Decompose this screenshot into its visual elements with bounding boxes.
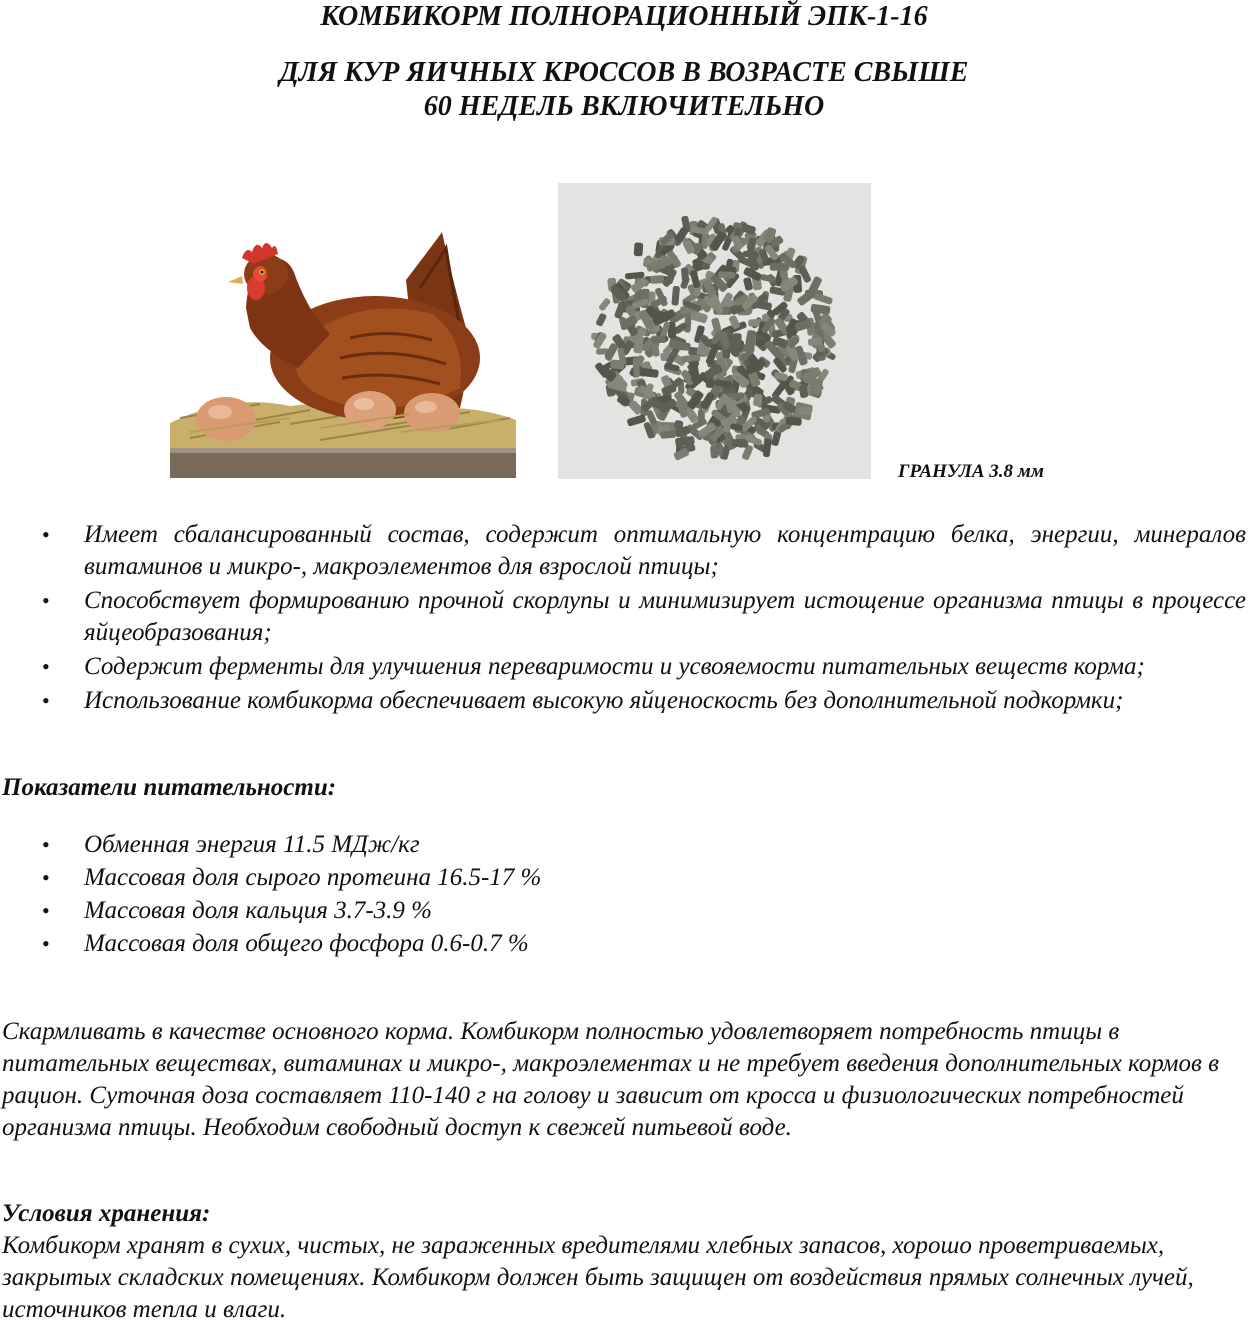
pellet-granule bbox=[650, 275, 664, 284]
list-item: • Массовая доля сырого протеина 16.5-17 % bbox=[0, 861, 1000, 894]
feeding-paragraph: Скармливать в качестве основного корма. Комбикорм полностью удовлетворяет потребность птицы в питательных веществах, витаминах и микро-, макроэлементах и не требует введения дополнительных кормов в рацион. Суточная доза составляет 110-140 г на голову и зависит от кросса и физиологических потребностей организма птицы. Необходим свободный доступ к свежей питьевой воде. bbox=[2, 1018, 1219, 1141]
pellets-photo bbox=[558, 183, 871, 479]
pellet-granule bbox=[798, 407, 812, 415]
list-item: • Массовая доля кальция 3.7-3.9 % bbox=[0, 894, 1000, 927]
list-item: • Имеет сбалансированный состав, содержит оптимальную концентрацию белка, энергии, минералов витаминов и микро-, макроэлементов для взрослой птицы; bbox=[0, 519, 1246, 583]
page-title bbox=[0, 0, 1248, 34]
storage-paragraph: Комбикорм хранят в сухих, чистых, не зараженных вредителями хлебных запасов, хорошо проветриваемых, закрытых складских помещениях. Комбикорм должен быть защищен от воздействия прямых солнечных лучей, источников тепла и влаги. bbox=[2, 1232, 1194, 1323]
subtitle-line-1: ДЛЯ КУР ЯИЧНЫХ КРОССОВ В ВОЗРАСТЕ СВЫШЕ bbox=[279, 57, 969, 88]
nutrition-heading: Показатели питательности: bbox=[2, 774, 337, 801]
pellet-granule bbox=[732, 333, 742, 350]
hen-icon bbox=[170, 218, 516, 478]
pellet-granule bbox=[633, 357, 640, 377]
storage-heading: Условия хранения: bbox=[2, 1200, 211, 1227]
nutrition-list bbox=[0, 828, 1000, 960]
list-item: • Массовая доля общего фосфора 0.6-0.7 % bbox=[0, 927, 1000, 960]
hen-photo bbox=[170, 218, 516, 478]
page-subtitle bbox=[0, 56, 1248, 124]
pellet-granule bbox=[785, 417, 802, 426]
title-text: КОМБИКОРМ ПОЛНОРАЦИОННЫЙ ЭПК-1-16 bbox=[320, 1, 928, 32]
pellet-granule bbox=[753, 393, 763, 406]
pellets-icon bbox=[558, 183, 871, 479]
pellet-granule bbox=[745, 336, 755, 353]
pellet-granule bbox=[718, 271, 736, 278]
list-item: • Использование комбикорма обеспечивает высокую яйценоскость без дополнительной подкормки; bbox=[0, 685, 1246, 717]
pellet-granule bbox=[710, 446, 719, 459]
subtitle-line-2: 60 НЕДЕЛЬ ВКЛЮЧИТЕЛЬНО bbox=[423, 91, 825, 122]
pellet-granule bbox=[770, 262, 790, 270]
list-item: • Способствует формированию прочной скорлупы и минимизирует истощение организма птицы в процессе яйцеобразования; bbox=[0, 585, 1246, 649]
pellet-granule bbox=[660, 430, 676, 439]
list-item: • Содержит ферменты для улучшения переваримости и усвояемости питательных веществ корма; bbox=[0, 651, 1246, 683]
features-list bbox=[0, 519, 1246, 719]
granule-caption: ГРАНУЛА 3.8 мм bbox=[898, 461, 1044, 482]
list-item: • Обменная энергия 11.5 МДж/кг bbox=[0, 828, 1000, 861]
pellet-granule bbox=[634, 242, 644, 256]
